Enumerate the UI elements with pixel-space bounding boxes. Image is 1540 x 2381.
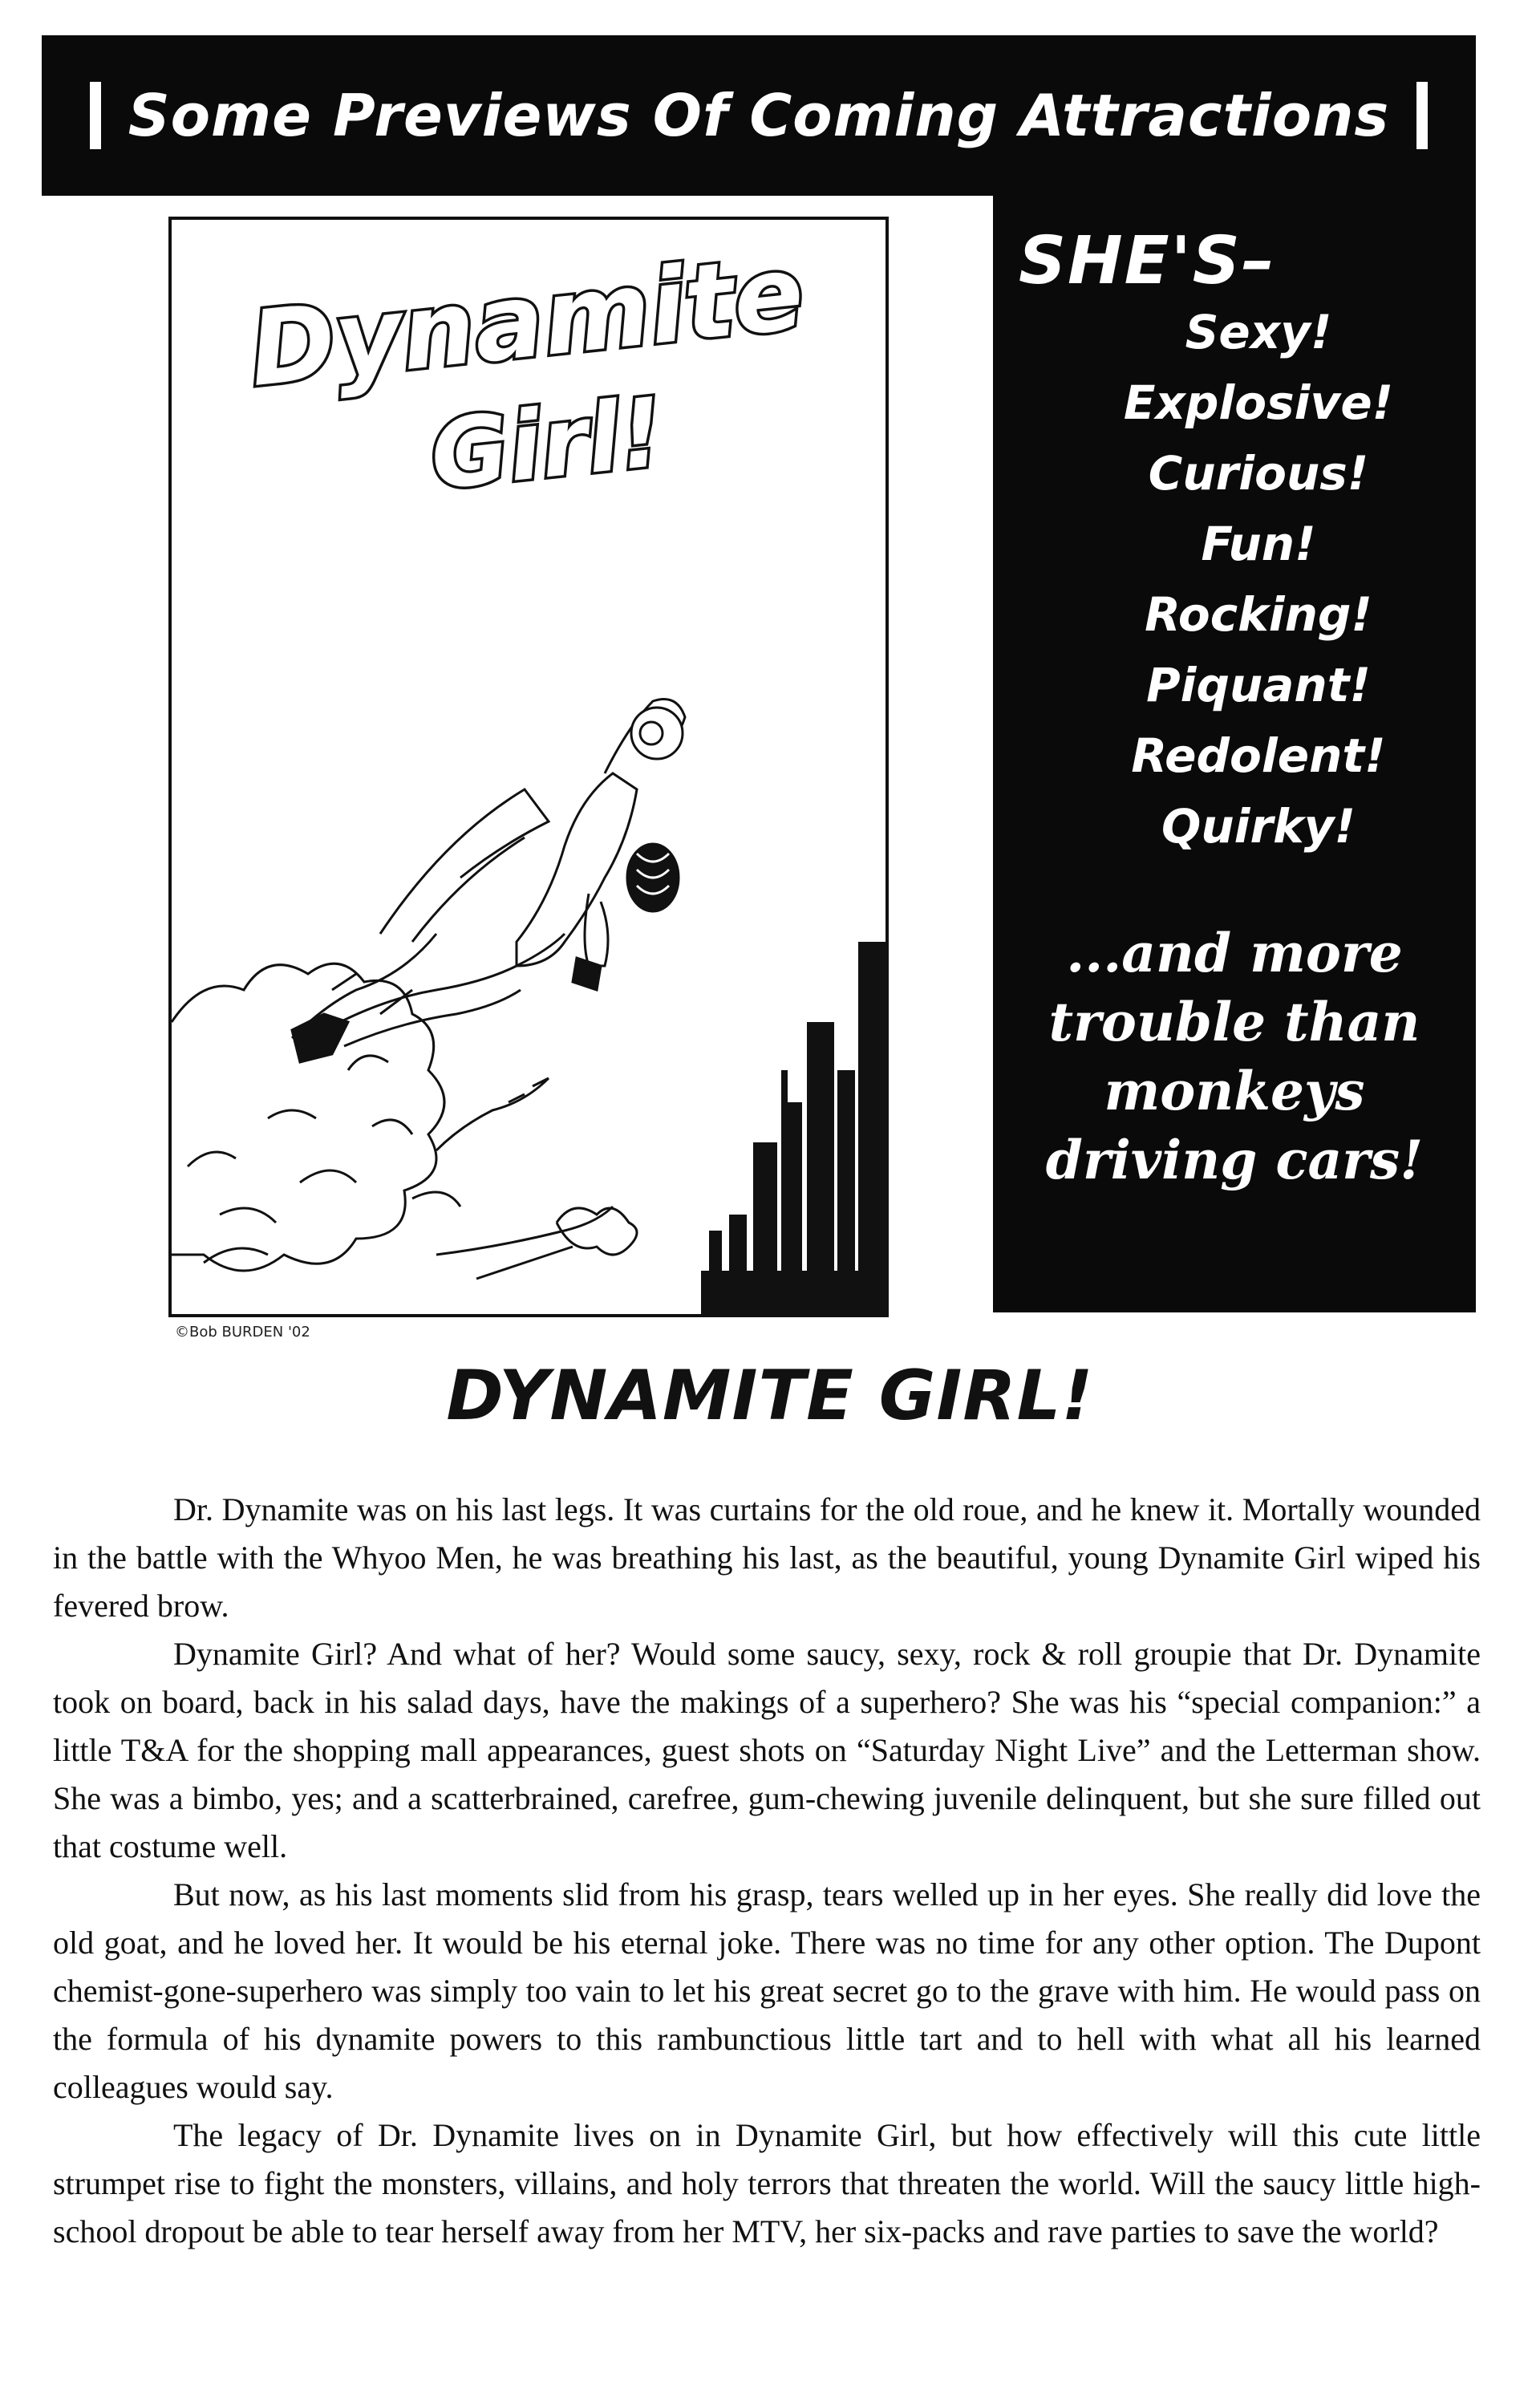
banner-title: Some Previews Of Coming Attractions: [128, 82, 1390, 149]
trait-item: Rocking!: [1145, 587, 1372, 642]
city-skyline: [701, 942, 886, 1314]
logo-line-2: Girl!: [425, 376, 669, 511]
article-body: [53, 1486, 1481, 2256]
banner-right-bar: [1416, 82, 1428, 149]
traits-heading: SHE'S–: [1019, 223, 1276, 299]
tagline-line: driving cars!: [1045, 1129, 1424, 1191]
tagline-line: ...and more: [1066, 922, 1403, 984]
trait-item: Piquant!: [1146, 658, 1371, 712]
trait-item: Explosive!: [1123, 375, 1394, 430]
trait-item: Quirky!: [1161, 799, 1356, 854]
traits-tagline: [993, 919, 1476, 1195]
traits-list: [993, 297, 1476, 862]
trait-item: Sexy!: [1185, 305, 1332, 359]
trait-item: Redolent!: [1131, 728, 1386, 783]
illustration-art: [172, 220, 886, 1314]
traits-panel: [993, 193, 1476, 1312]
trait-item: Fun!: [1201, 517, 1316, 571]
logo-line-1: Dynamite: [244, 233, 809, 410]
banner-left-bar: [90, 82, 101, 149]
cover-illustration: [168, 217, 889, 1317]
tagline-line: trouble than: [1048, 991, 1420, 1053]
body-paragraph: Dr. Dynamite was on his last legs. It was curtains for the old roue, and he knew it. Mortally wounded in the battle with the Whyoo Men, he was breathing his last, as the beautiful, young Dynamite Girl wiped his fevered brow.: [53, 1491, 1481, 1624]
article-headline: DYNAMITE GIRL!: [446, 1356, 1094, 1436]
dynamite-girl-logo: [244, 233, 808, 511]
flying-heroine: [292, 700, 685, 1063]
body-paragraph: But now, as his last moments slid from his grasp, tears welled up in her eyes. She really did love the old goat, and he loved her. It would be his eternal joke. There was no time for any other option. The Dupont chemist-gone-superhero was simply too vain to let his great secret go to the grave with him. He would pass on the formula of his dynamite powers to this rambunctious little tart and to hell with what all his learned colleagues would say.: [53, 1876, 1481, 2105]
artist-credit: ©Bob BURDEN '02: [175, 1324, 310, 1341]
trait-item: Curious!: [1148, 446, 1369, 501]
tagline-line: monkeys: [1104, 1060, 1365, 1122]
body-paragraph: Dynamite Girl? And what of her? Would some saucy, sexy, rock & roll groupie that Dr. Dynamite took on board, back in his salad days, have the makings of a superhero? She was his “special companion:” a little T&A for the shopping mall appearances, guest shots on “Saturday Night Live” and the Letterman show. She was a bimbo, yes; and a scatterbrained, carefree, gum-chewing juvenile delinquent, but she sure filled out that costume well.: [53, 1636, 1481, 1864]
banner: [42, 35, 1476, 196]
smoke-cloud: [172, 934, 637, 1279]
body-paragraph: The legacy of Dr. Dynamite lives on in Dynamite Girl, but how effectively will this cute little strumpet rise to fight the monsters, villains, and holy terrors that threaten the world. Will the saucy little high-school dropout be able to tear herself away from her MTV, her six-packs and rave parties to save the world?: [53, 2117, 1481, 2249]
